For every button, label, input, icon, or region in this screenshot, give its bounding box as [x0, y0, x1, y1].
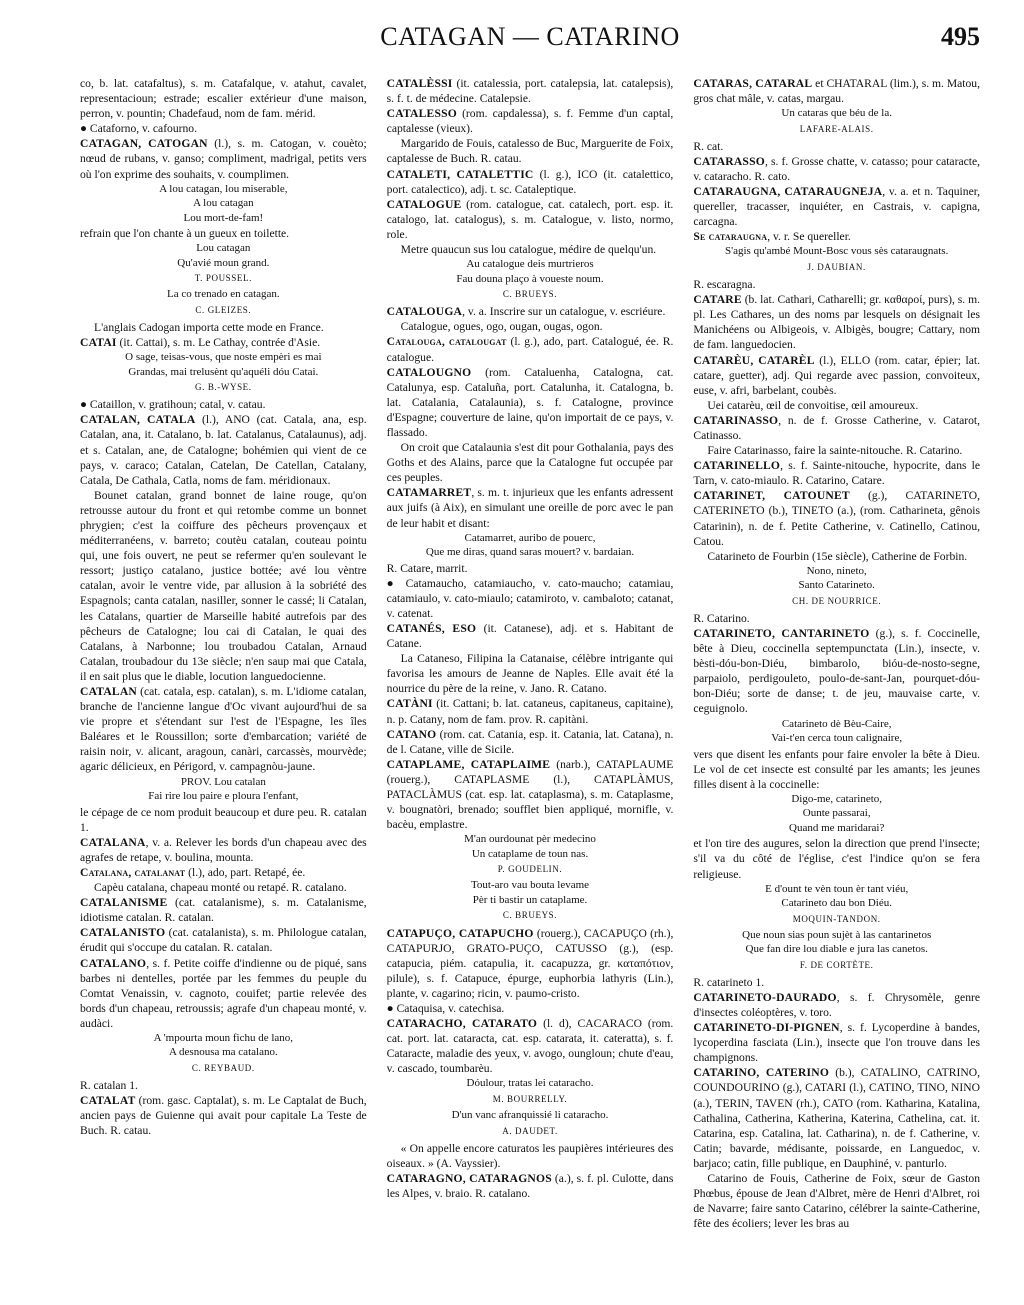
dictionary-entry	[387, 106, 674, 136]
entry-headword: CATALETI, CATALETTIC	[386, 167, 534, 181]
entry-text: (it. Cattani; b. lat. cataneus, capitaneus, capitaine), n. p. Catany, nom de fam. prov. R. capitàni.	[386, 697, 674, 726]
quote-attribution: A. DAUDET.	[502, 1125, 558, 1136]
entry-text: (cat. catalanisme), s. m. Catalanisme, idiotisme catalan. R. catalan.	[80, 896, 367, 925]
entry-text: (g.), s. f. Coccinelle, bête à Dieu, coccinella septempunctata (Lin.), insecte, v. bèsti-dóu-bon-Diéu, bimbarolo, bióu-de-nosto-segne, parpaiolo, perdigouleto, poulo-de-sant-Jan, pourquet-dóu-bon-Diéu; sorte de danse; t. de jeu, mauvaise carte, v. ceguignolo.	[693, 627, 981, 716]
verse-line: A desnousa ma catalano.	[168, 1046, 278, 1059]
quote-attribution: LAFARE-ALAIS.	[799, 123, 874, 134]
entry-text: R. Catare, marrit.	[386, 561, 468, 575]
verse-line: A lou catagan, lou miserable,	[159, 182, 288, 195]
dictionary-entry	[387, 304, 674, 319]
entry-headword: CATÀNI	[386, 697, 433, 711]
entry-headword: CATALANA	[80, 835, 146, 849]
dictionary-entry	[80, 121, 367, 136]
quote-attribution: C. BRUEYS.	[502, 289, 558, 300]
verse-line: M'an ourdounat pèr medecino	[464, 833, 596, 846]
entry-headword: CATARINET, CATOUNET	[693, 489, 850, 503]
dictionary-entry	[387, 365, 674, 440]
entry-text: R. catalan 1.	[80, 1079, 138, 1093]
entry-text: On croit que Catalaunia s'est dit pour Gothalania, pays des Goths et des Alains, parce que la Catalogne fut occupée par ces peuples.	[386, 441, 674, 485]
dictionary-entry	[80, 1078, 367, 1093]
dictionary-entry	[693, 836, 980, 881]
verse-line: Catamarret, auribo de pouerc,	[464, 531, 596, 544]
verse-line: Fau douna plaço à voueste noum.	[456, 272, 604, 285]
verse-line: E d'ount te vèn toun èr tant viéu,	[765, 882, 909, 895]
entry-text: et CHATARAL (lim.), s. m. Matou, gros chat mâle, v. catas, margau.	[693, 77, 981, 106]
dictionary-entry	[387, 1001, 674, 1016]
verse-line: O sage, teisas-vous, que noste empèri es mai	[125, 351, 322, 364]
verse-line: Catarineto dè Bèu-Caire,	[781, 717, 892, 730]
dictionary-entry	[80, 684, 367, 775]
entry-text: (rom. cat. Catania, esp. it. Catania, lat. Catana), n. de l. Catane, ville de Sicile.	[386, 727, 674, 756]
entry-headword: CATANÉS, ESO	[386, 622, 477, 635]
entry-text: vers que disent les enfants pour faire envoler la bête à Dieu. Le vol de cet insecte est consulté par les amants; les jeunes filles disent à la coccinelle:	[693, 747, 981, 791]
quote-attribution: C. GLEIZES.	[195, 304, 252, 315]
entry-headword: Catalouga, catalougat	[386, 335, 507, 349]
column-left	[80, 76, 367, 1291]
page-header	[80, 22, 980, 62]
dictionary-entry	[387, 319, 674, 334]
entry-text: Bounet catalan, grand bonnet de laine rouge, qu'on retrousse autour du front et qui retombe comme un bonnet phrygien; c'est la coiffure des pêcheurs provençaux et méditerranéens, v. barreto; coutèu catalan, couteau pointu qui, une fois ouvert, ne peut se refermer qu'en soulevant le ressort; justiço catalano, justice bottée; avé lou vèntre catalan, avoir le ventre vide, par allusion à la sobriété des Espagnols; canta catalan, nasiller, sonner le cassé; li Catalan, les Catalans, quartier de Marseille habité autrefois par des pêcheurs de Catalogne; lou cai di Catalan, le quai des Catalans, à Narbonne; lou troubadou Catalan, Arnaud Catalan, troubadour du 13e siècle; n'en saup mai que Catala, il en sait plus que le diable, locution languedocienne.	[80, 488, 367, 683]
entry-headword: CATANO	[386, 727, 437, 741]
verse-line: S'agis qu'ambé Mount-Bosc vous sès cataraugnats.	[725, 245, 949, 258]
verse-line: Lou catagan	[196, 242, 251, 255]
dictionary-entry	[693, 975, 980, 990]
entry-headword: CATALANISME	[80, 896, 168, 910]
quote-attribution: CH. DE NOURRICE.	[792, 595, 882, 606]
quote-attribution: C. REYBAUD.	[191, 1062, 255, 1073]
dictionary-entry	[387, 926, 674, 1001]
entry-text: (l.), ado, part. Retapé, ée.	[185, 865, 306, 879]
entry-headword: CATARAS, CATARAL	[693, 77, 813, 90]
entry-text: ● Catamaucho, catamiaucho, v. cato-maucho; catamiau, catamiaulo, v. cato-miaulo; catamiroto, v. cambaloto; catanat, v. catenat.	[386, 576, 674, 620]
dictionary-entry	[693, 458, 980, 488]
verse-line: A 'mpourta moun fichu de lano,	[153, 1031, 294, 1044]
entry-text: , s. m. t. injurieux que les enfants adressent aux juifs (à Aix), en simulant une oreille de porc avec le pan de leur habit et disant:	[386, 486, 674, 530]
entry-text: Catarino de Fouis, Catherine de Foix, sœur de Gaston Phœbus, épouse de Jean d'Albret, mère de Henri d'Albret, roi de Navarre; faire santo Catarino, célébrer la sainte-Catherine, fête des écoliers; lever les bras au	[693, 1172, 981, 1231]
dictionary-entry	[693, 277, 980, 292]
entry-headword: CATAI	[80, 336, 117, 350]
dictionary-entry	[387, 167, 674, 197]
entry-text: , n. de f. Grosse Catherine, v. Catarot, Catinasso.	[693, 413, 981, 442]
running-title: CATAGAN — CATARINO	[380, 22, 680, 51]
dictionary-entry	[387, 621, 674, 651]
entry-headword: Se cataraugna	[693, 230, 768, 244]
entry-text: (rom. gasc. Captalat), s. m. Le Captalat de Buch, ancien pays de Guienne qui avait pour capitale La Teste de Buch. R. catau.	[80, 1094, 367, 1138]
entry-text: ● Cataforno, v. cafourno.	[80, 122, 197, 136]
dictionary-entry	[387, 576, 674, 621]
entry-headword: CATALOGUE	[386, 197, 462, 211]
entry-text: (l. d), CACARACO (rom. cat. port. lat. cataracta, cat. esp. catarata, it. cateratta), s. f. Cataracte, maladie des yeux, v. avogo, oungloun; chute d'eau, v. cascado, toumbarèu.	[386, 1017, 674, 1076]
page-number: 495	[941, 22, 980, 51]
entry-text: , s. f. Sainte-nitouche, hypocrite, dans le Tarn, v. cato-miaulo. R. Catarino, Catare.	[693, 459, 981, 488]
dictionary-entry	[387, 197, 674, 242]
verse-line: Vai-t'en cerca toun calignaire,	[771, 732, 903, 745]
verse-line: Grandas, mai trelusènt qu'aquéli dóu Catai.	[128, 365, 319, 378]
entry-headword: CATARINETO-DI-PIGNEN	[693, 1021, 840, 1035]
entry-text: (it. Cattai), s. m. Le Cathay, contrée d'Asie.	[116, 336, 321, 350]
quote-attribution: MOQUIN-TANDON.	[792, 913, 881, 924]
entry-text: , v. r. Se quereller.	[767, 230, 851, 244]
dictionary-entry	[693, 292, 980, 352]
dictionary-entry	[693, 1020, 980, 1065]
dictionary-entry	[387, 136, 674, 166]
entry-text: (it. Catanese), adj. et s. Habitant de Catane.	[386, 622, 674, 651]
dictionary-entry	[80, 925, 367, 955]
dictionary-entry	[693, 549, 980, 564]
dictionary-entry	[387, 1171, 674, 1201]
dictionary-entry	[387, 1016, 674, 1076]
entry-headword: CATALOUGA	[386, 305, 463, 319]
entry-text: Uei catarèu, œil de convoitise, œil amoureux.	[707, 398, 919, 412]
entry-text: , s. f. Grosse chatte, v. catasso; pour cataracte, v. cataracho. R. cato.	[693, 154, 981, 183]
verse-line: Ounte passarai,	[802, 807, 871, 820]
entry-text: Catarineto de Fourbin (15e siècle), Catherine de Forbin.	[707, 549, 968, 563]
entry-text: (rom. capdalessa), s. f. Femme d'un captal, captalesse (vieux).	[386, 107, 674, 136]
quote-attribution: F. DE CORTÈTE.	[799, 959, 874, 970]
entry-text: (rom. Cataluenha, Catalogna, cat. Catalunya, esp. Cataluña, port. Catalunha, it. Catalogna, b. lat. Catalania, Catalaunia), s. f. Catalogne, province d'Espagne; couverture de laine, qu'on importait de ce pays, v. flassado.	[386, 365, 674, 439]
quote-attribution: T. POUSSEL.	[194, 273, 252, 284]
dictionary-entry	[693, 353, 980, 398]
entry-headword: CATALAN	[80, 685, 138, 698]
entry-headword: Catalana, catalanat	[80, 865, 186, 879]
dictionary-entry	[80, 397, 367, 412]
entry-text: (l. g.), ado, part. Catalogué, ée. R. catalogue.	[386, 335, 674, 364]
dictionary-entry	[693, 1171, 980, 1231]
verse-line: Pèr ti bastir un cataplame.	[472, 893, 588, 906]
entry-headword: CATARINELLO	[693, 459, 781, 473]
quote-attribution: P. GOUDELIN.	[497, 864, 563, 875]
dictionary-entry	[80, 226, 367, 241]
verse-line: Digo-me, catarineto,	[791, 792, 883, 805]
entry-text: , v. a. Relever les bords d'un chapeau avec des agrafes de retape, v. boulina, mounta.	[80, 835, 367, 864]
entry-headword: CATARASSO	[693, 154, 765, 168]
dictionary-entry	[80, 488, 367, 684]
dictionary-entry	[80, 956, 367, 1031]
dictionary-entry	[693, 154, 980, 184]
entry-text: (rom. catalogue, cat. catalech, port. esp. it. catalogo, lat. catalogus), s. m. Catalogue, v. listo, normo, role.	[386, 197, 674, 241]
dictionary-entry	[80, 1093, 367, 1138]
entry-headword: CATARAGNO, CATARAGNOS	[386, 1171, 552, 1185]
verse-line: Catarineto dau bon Diéu.	[781, 897, 892, 910]
entry-text: Metre quaucun sus lou catalogue, médire de quelqu'un.	[400, 243, 657, 257]
dictionary-entry	[693, 488, 980, 548]
entry-text: , v. a. Inscrire sur un catalogue, v. escriéure.	[462, 305, 666, 319]
entry-headword: CATALAN, CATALA	[80, 413, 196, 427]
entry-text: refrain que l'on chante à un gueux en toilette.	[80, 227, 290, 241]
dictionary-entry	[693, 76, 980, 106]
dictionary-entry	[387, 334, 674, 364]
dictionary-entry	[693, 611, 980, 626]
verse-line: Qu'avié moun grand.	[177, 256, 270, 269]
dictionary-entry	[387, 76, 674, 106]
entry-text: le cépage de ce nom produit beaucoup et dure peu. R. catalan 1.	[80, 805, 367, 834]
dictionary-entry	[693, 229, 980, 244]
entry-text: La Cataneso, Filipina la Catanaise, célèbre intrigante qui favorisa les amours de Jeanne de Naples. Elle avait été la nourrice du père de la reine, v. Jano. R. Catano.	[386, 652, 674, 696]
entry-text: R. Catarino.	[693, 611, 750, 625]
quote-attribution: J. DAUBIAN.	[807, 261, 866, 272]
verse-line: La co trenado en catagan.	[166, 288, 280, 301]
entry-text: Margarido de Fouis, catalesso de Buc, Marguerite de Foix, captalesse de Buch. R. catau.	[386, 137, 674, 166]
entry-text: (l.), ELLO (rom. catar, épier; lat. catare, guetter), adj. Qui regarde avec passion, convoiteux, euse, v. afri, barbelant, coubès.	[693, 353, 981, 397]
verse-line: Un cataras que béu de la.	[781, 107, 892, 120]
entry-text: (b.), CATALINO, CATRINO, COUNDOURINO (g.), CATARI (l.), CATINO, TINO, NINO (a.), TERIN, TAVEN (rh.), CATO (rom. Katharina, Katalina, Cathalina, Catherina, Katherina, Katerina, Cathelina, cat. it. Catarina, esp. Catalina, lat. Catharina), n. de f. Catherine, v. Catin; bavarde, médisante, poissarde, en Languedoc, v. barjaco; catin, fille publique, en Dauphiné, v. panturlo.	[693, 1066, 981, 1170]
entry-text: (b. lat. Cathari, Catharelli; gr. καθαροί, purs), s. m. pl. Les Cathares, un des noms par lesquels on désignait les Manichéens ou Albigeois, v. Albigès, bougre; Cattary, nom de fam. languedocien.	[693, 293, 981, 352]
verse-line: Santo Catarineto.	[798, 579, 875, 592]
entry-headword: CATALESSO	[386, 107, 457, 121]
entry-text: R. catarineto 1.	[693, 975, 765, 989]
quote-attribution: M. BOURRELLY.	[492, 1093, 568, 1104]
entry-text: Catalogue, ogues, ogo, ougan, ougas, ogon.	[400, 320, 603, 334]
entry-headword: CATARAUGNA, CATARAUGNEJA	[693, 185, 883, 199]
dictionary-entry	[387, 561, 674, 576]
quote-attribution: G. B.-WYSE.	[195, 382, 252, 393]
verse-line: Lou mort-de-fam!	[183, 211, 264, 224]
entry-text: , s. f. Lycoperdine à bandes, lycoperdina fasciata (Lin.), insecte que l'on trouve dans les champignons.	[693, 1021, 981, 1065]
entry-headword: CATARÈU, CATARÈL	[693, 353, 815, 367]
entry-headword: CATALANO	[80, 956, 147, 970]
dictionary-entry	[80, 136, 367, 181]
entry-text: ● Cataillon, v. gratihoun; catal, v. catau.	[80, 398, 266, 412]
entry-headword: CATAGAN, CATOGAN	[80, 137, 208, 151]
entry-text: (cat. catalanista), s. m. Philologue catalan, érudit qui s'occupe du catalan. R. catalan.	[80, 926, 367, 955]
dictionary-entry	[80, 895, 367, 925]
dictionary-entry	[80, 805, 367, 835]
dictionary-entry	[387, 757, 674, 832]
entry-text: L'anglais Cadogan importa cette mode en France.	[94, 320, 324, 334]
entry-text: et l'on tire des augures, selon la direction que prend l'insecte; s'il va du côté de l'église, c'est l'indice qu'on se fera religieuse.	[693, 837, 981, 881]
entry-text: , s. f. Chrysomèle, genre d'insectes coléoptères, v. toro.	[693, 990, 981, 1019]
verse-line: Au catalogue deis murtrieros	[466, 258, 594, 271]
entry-headword: CATALANISTO	[80, 926, 166, 940]
verse-line: A lou catagan	[193, 197, 254, 210]
entry-text: (l.), ANO (cat. Catala, ana, esp. Catalan, ana, it. Catalano, b. lat. Catalanus, Catalaunus), adj. et s. Catalan, ane, de Catalogne; bohémien qui vient de ce pays, v. caraco; Catalan, Catelan, De Catellan, Catalany, Catala, De Cathala, Catla, noms de fam. méridionaux.	[80, 413, 367, 487]
entry-text: Capèu catalana, chapeau monté ou retapé. R. catalano.	[94, 881, 347, 895]
verse-line: Fai rire lou paire e ploura l'enfant,	[148, 790, 299, 803]
entry-text: (l.), s. m. Catogan, v. couèto; nœud de rubans, v. ganso; compliment, madrigal, petits vers où l'on exprime des souhaits, v. coumplimen.	[80, 137, 367, 181]
dictionary-entry	[80, 412, 367, 487]
dictionary-entry	[693, 626, 980, 717]
entry-headword: CATAMARRET	[386, 486, 472, 500]
entry-headword: CATAPLAME, CATAPLAIME	[386, 757, 551, 771]
entry-text: co, b. lat. catafaltus), s. m. Catafalque, v. atahut, cavalet, representacioun; estrade; escalier extérieur d'une maison, perron, v. pountin; Chadefaud, nom de fam. mérid.	[80, 77, 367, 121]
column-middle	[387, 76, 674, 1291]
dictionary-entry	[387, 727, 674, 757]
entry-text: (cat. catala, esp. catalan), s. m. L'idiome catalan, branche de l'ancienne langue d'Oc vivant aujourd'hui de sa vie propre et s'étendant sur l'est de l'Espagne, les îles Baléares et le Roussillon; sorte d'embarcation; variété de raisin noir, v. alicant, aragoun, canàri, carcassès, mourvède; agaric délicieux, en Périgord, v. campagnòu-jaune.	[80, 685, 367, 774]
verse-line: Tout-aro vau bouta levame	[470, 879, 590, 892]
entry-text: R. escaragna.	[693, 278, 756, 292]
verse-line: Quand me maridarai?	[789, 821, 885, 834]
quote-attribution: C. BRUEYS.	[502, 910, 558, 921]
dictionary-entry	[80, 335, 367, 350]
entry-headword: CATARE	[693, 293, 742, 307]
dictionary-entry	[387, 485, 674, 530]
entry-text: , s. f. Petite coiffe d'indienne ou de piqué, sans barbes ni dentelles, portée par les femmes du peuple du Comtat Venaissin, v. cagnoto, couifet; partie relevée des bords d'un chapeau, retroussis; agrafe d'un chapeau monté, v. audàci.	[80, 956, 367, 1030]
dictionary-entry	[387, 440, 674, 485]
entry-headword: CATARINO, CATERINO	[693, 1066, 830, 1080]
dictionary-entry	[693, 139, 980, 154]
verse-line: D'un vanc afranquissié li cataracho.	[451, 1109, 609, 1122]
verse-line: PROV. Lou catalan	[180, 775, 266, 788]
entry-headword: CATARACHO, CATARATO	[386, 1017, 538, 1031]
entry-text: (narb.), CATAPLAUME (rouerg.), CATAPLASME (l.), CATAPLÀMUS, PATACLÀMUS (cat. esp. lat. cataplasma), s. m. Cataplasme, v. bougnatòri, brenado; soufflet bien appliqué, mornifle, v. bacèu, emplastre.	[386, 757, 674, 832]
dictionary-entry	[80, 880, 367, 895]
dictionary-entry	[80, 76, 367, 121]
entry-headword: CATARINETO-DAURADO	[693, 990, 837, 1004]
dictionary-entry	[80, 865, 367, 880]
dictionary-entry	[387, 1141, 674, 1171]
dictionary-entry	[387, 242, 674, 257]
entry-headword: CATARINASSO	[693, 413, 779, 427]
entry-text: R. cat.	[693, 139, 724, 153]
dictionary-entry	[693, 443, 980, 458]
text-columns	[80, 76, 980, 1291]
entry-headword: CATALAT	[80, 1094, 136, 1108]
entry-text: (l. g.), ICO (it. catalettico, port. catalectico), adj. t. sc. Cataleptique.	[386, 167, 674, 196]
entry-text: , v. a. et n. Taquiner, quereller, tracasser, inquiéter, en Castrais, v. capigna, carcagna.	[693, 185, 981, 229]
entry-text: « On appelle encore caturatos les paupières intérieures des oiseaux. » (A. Vayssier).	[386, 1141, 674, 1170]
entry-text: (rouerg.), CACAPUÇO (rh.), CATAPURJO, GRATO-PUÇO, CATUSSO (g.), (esp. catapucia, piém. catapulia, it. cacapuzza, gr. καταπότιον, pilule), s. f. Catapuce, épurge, euphorbia lathyris (Lin.), plante, v. cagarino; ricin, v. paumo-cristo.	[386, 926, 674, 1000]
verse-line: Que fan dire lou diable e jura las canetos.	[745, 943, 928, 956]
entry-headword: CATARINETO, CANTARINETO	[693, 627, 870, 640]
dictionary-entry	[693, 398, 980, 413]
verse-line: Nono, nineto,	[806, 564, 867, 577]
verse-line: Que noun sias poun sujèt à las cantarinetos	[742, 928, 932, 941]
dictionary-entry	[387, 696, 674, 726]
dictionary-entry	[693, 747, 980, 792]
verse-line: Dóulour, tratas lei cataracho.	[466, 1077, 594, 1090]
verse-line: Un cataplame de toun nas.	[471, 847, 589, 860]
dictionary-entry	[80, 320, 367, 335]
entry-headword: CATALÈSSI	[386, 77, 453, 90]
dictionary-entry	[387, 651, 674, 696]
verse-line: Que me diras, quand saras mouert? v. bardaian.	[425, 546, 635, 559]
entry-text: Faire Catarinasso, faire la sainte-nitouche. R. Catarino.	[707, 444, 963, 458]
entry-text: ● Cataquisa, v. catechisa.	[386, 1001, 505, 1015]
entry-headword: CATAPUÇO, CATAPUCHO	[386, 926, 534, 940]
dictionary-entry	[693, 990, 980, 1020]
entry-text: (g.), CATARINETO, CATERINETO (b.), TINETO (a.), (rom. Catharineta, gênois Catarinin), n. de f. Petite Catherine, v. Catinello, Catinou, Catou.	[693, 489, 981, 548]
dictionary-entry	[693, 413, 980, 443]
dictionary-entry	[693, 1065, 980, 1171]
column-right	[693, 76, 980, 1291]
entry-text: (it. catalessia, port. catalepsia, lat. catalepsis), s. f. t. de médecine. Catalepsie.	[386, 77, 674, 106]
dictionary-entry	[80, 835, 367, 865]
entry-headword: CATALOUGNO	[386, 365, 472, 379]
dictionary-entry	[693, 184, 980, 229]
entry-text: (a.), s. f. pl. Culotte, dans les Alpes, v. braio. R. catalano.	[386, 1171, 674, 1200]
